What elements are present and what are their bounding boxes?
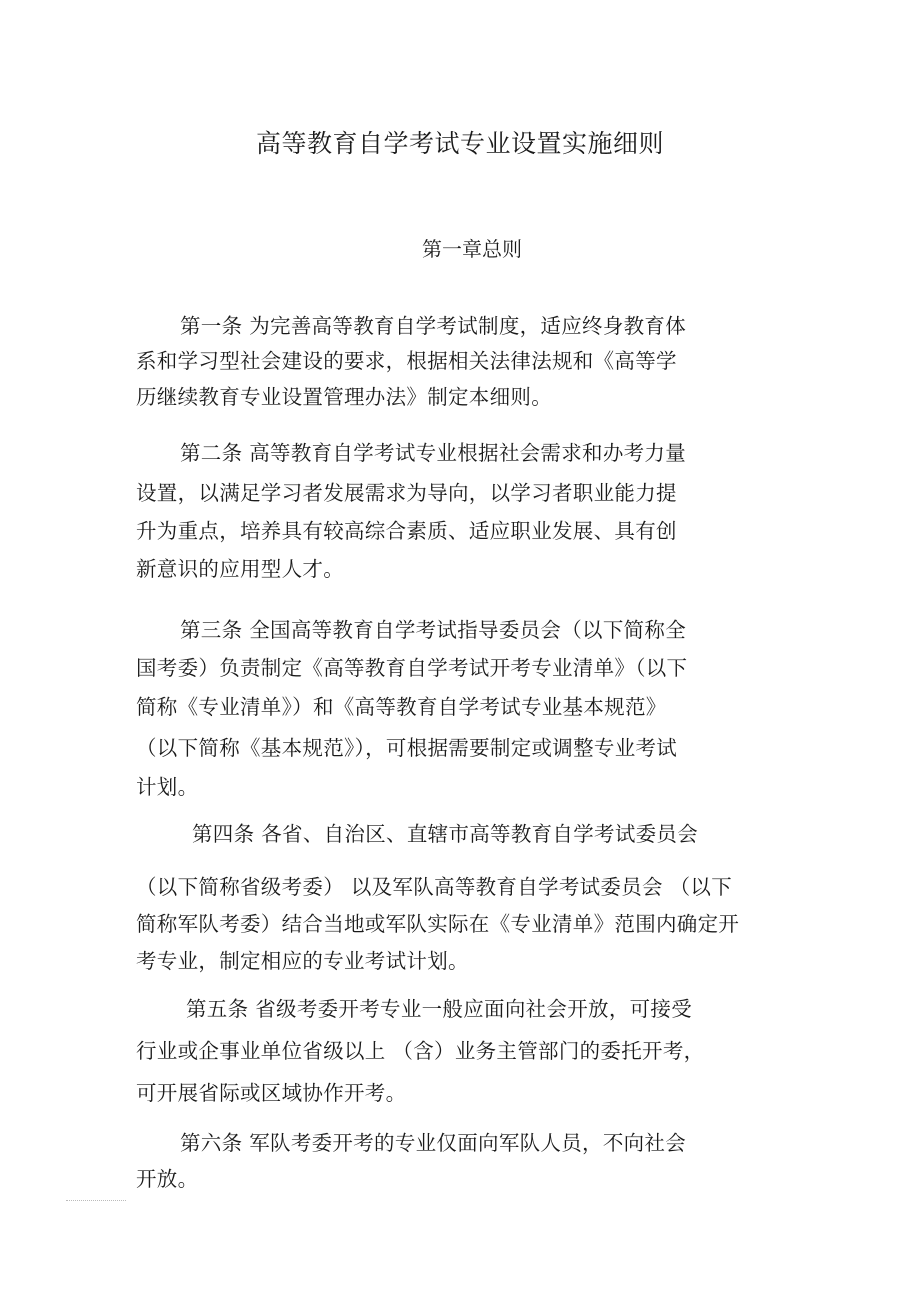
chapter-heading: 第一章总则 xyxy=(422,237,522,261)
article-1-line-1: 第一条 为完善高等教育自学考试制度，适应终身教育体 xyxy=(180,314,687,338)
article-5-line-3: 可开展省际或区域协作开考。 xyxy=(136,1081,407,1105)
article-3-line-2: 国考委）负责制定《高等教育自学考试开考专业清单》（以下 xyxy=(136,656,688,680)
article-3-line-3: 简称《专业清单》）和《高等教育自学考试专业基本规范》 xyxy=(136,695,667,719)
article-1-line-2: 系和学习型社会建设的要求，根据相关法律法规和《高等学 xyxy=(136,349,677,373)
article-6-line-1: 第六条 军队考委开考的专业仅面向军队人员，不向社会 xyxy=(180,1131,687,1155)
article-1-line-3: 历继续教育专业设置管理办法》制定本细则。 xyxy=(136,385,552,409)
article-2-line-3: 升为重点，培养具有较高综合素质、适应职业发展、具有创 xyxy=(136,519,677,543)
article-2-line-2: 设置，以满足学习者发展需求为导向，以学习者职业能力提 xyxy=(136,481,677,505)
article-3-line-1: 第三条 全国高等教育自学考试指导委员会（以下简称全 xyxy=(180,618,687,642)
article-2-line-4: 新意识的应用型人才。 xyxy=(136,557,344,581)
article-4-line-2: （以下简称省级考委） 以及军队高等教育自学考试委员会 （以下 xyxy=(136,875,733,899)
article-4-line-1: 第四条 各省、自治区、直辖市高等教育自学考试委员会 xyxy=(192,822,699,846)
article-4-line-3: 简称军队考委）结合当地或军队实际在《专业清单》范围内确定开 xyxy=(136,912,740,936)
article-6-line-2: 开放。 xyxy=(136,1167,199,1191)
article-5-line-2: 行业或企事业单位省级以上 （含）业务主管部门的委托开考， xyxy=(136,1039,705,1063)
footer-dotted-mark xyxy=(66,1200,126,1201)
article-3-line-5: 计划。 xyxy=(136,775,199,799)
document-title: 高等教育自学考试专业设置实施细则 xyxy=(255,129,664,158)
article-2-line-1: 第二条 高等教育自学考试专业根据社会需求和办考力量 xyxy=(180,441,687,465)
article-5-line-1: 第五条 省级考委开考专业一般应面向社会开放，可接受 xyxy=(186,997,693,1021)
article-3-line-4: （以下简称《基本规范》），可根据需要制定或调整专业考试 xyxy=(136,736,678,760)
article-4-line-4: 考专业，制定相应的专业考试计划。 xyxy=(136,949,469,973)
